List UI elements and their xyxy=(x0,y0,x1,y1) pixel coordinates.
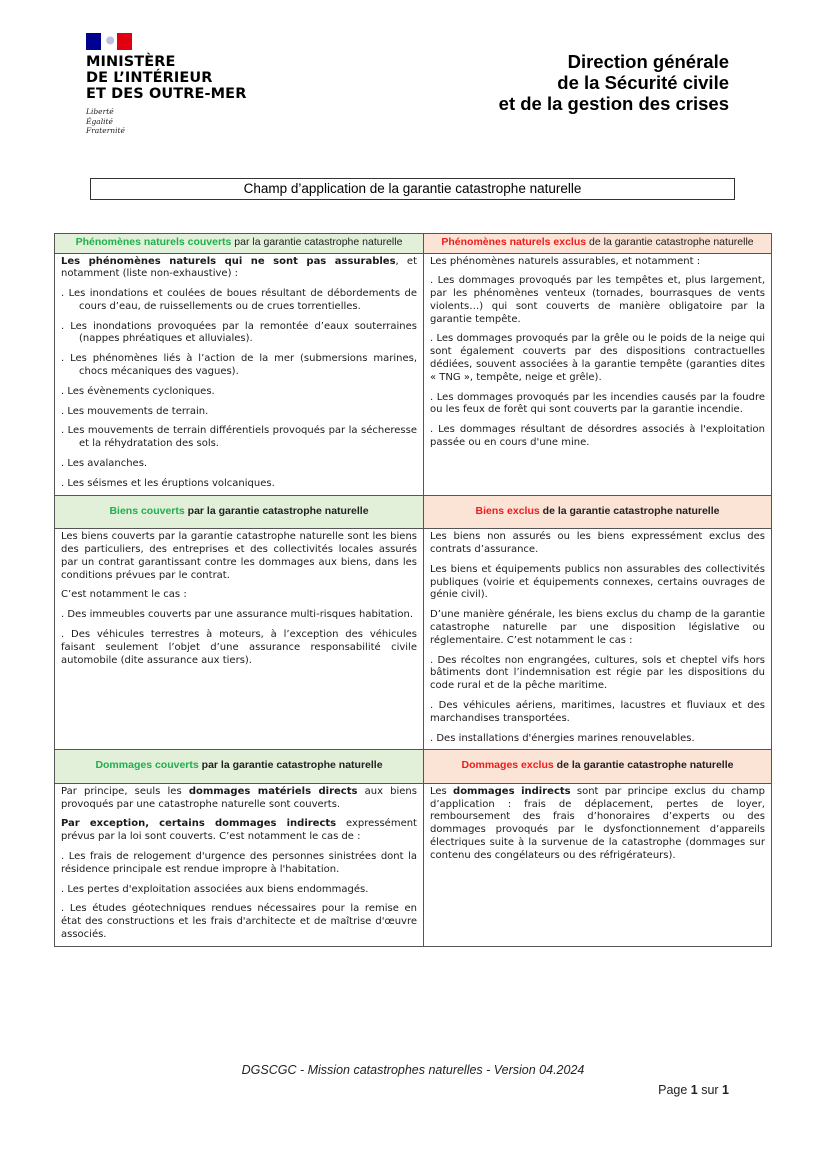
header-rest: de la garantie catastrophe naturelle xyxy=(586,236,754,248)
paragraph xyxy=(430,786,765,863)
header-rest: de la garantie catastrophe naturelle xyxy=(539,504,720,517)
list-item: . Les pertes d'exploitation associées aux biens endommagés. xyxy=(61,883,369,895)
list-item: . Les inondations provoquées par la remontée d’eaux souterraines (nappes phréatiques et alluviales). xyxy=(61,320,417,345)
motto-line: Égalité xyxy=(86,116,113,126)
intro-paragraph xyxy=(61,256,417,282)
list-item: . Des véhicules aériens, maritimes, lacustres et fluviaux et des marchandises transportées. xyxy=(430,699,765,724)
direction-line: de la Sécurité civile xyxy=(557,72,729,93)
header-covered-label: Biens couverts xyxy=(109,504,185,517)
bold-text: dommages indirects xyxy=(453,785,571,797)
coverage-table xyxy=(54,233,772,947)
header-rest: par la garantie catastrophe naturelle xyxy=(198,759,383,772)
page-number xyxy=(658,1083,729,1097)
list-item: . Les mouvements de terrain différentiels provoqués par la sécheresse et la réhydratation des sols. xyxy=(61,425,417,450)
excluded-damages-header xyxy=(424,750,772,784)
paragraph: Les biens non assurés ou les biens expressément exclus des contrats d’assurance. xyxy=(430,531,765,555)
header-rest: de la garantie catastrophe naturelle xyxy=(553,759,734,772)
intro-bold: Les phénomènes naturels qui ne sont pas assurables xyxy=(61,255,396,267)
direction-heading xyxy=(499,51,729,114)
header-excluded-label: Biens exclus xyxy=(475,504,540,517)
footer-text: DGSCGC - Mission catastrophes naturelles - Version 04.2024 xyxy=(241,1063,585,1077)
intro-rest: , et notamment (liste non-exhaustive) : xyxy=(61,255,417,280)
table-row xyxy=(55,529,772,750)
bold-text: dommages matériels directs xyxy=(188,785,358,797)
list-item: . Les dommages résultant de désordres associés à l'exploitation passée ou en cours d'une mine. xyxy=(430,424,765,449)
list-item: . Les dommages provoqués par les incendies causés par la foudre ou les feux de forêt qui sont couverts par la garantie incendie. xyxy=(430,391,765,416)
republic-motto xyxy=(86,107,246,136)
table-row xyxy=(55,253,772,495)
header-rest: par la garantie catastrophe naturelle xyxy=(231,236,403,248)
covered-phenomena-cell xyxy=(55,253,424,495)
list-item: . Les inondations et coulées de boues résultant de débordements de cours d’eau, de ruissellements ou de crues torrentielles. xyxy=(61,288,417,312)
ministry-line: DE L’INTÉRIEUR xyxy=(86,70,213,86)
motto-line: Liberté xyxy=(86,107,114,116)
list-item: . Des récoltes non engrangées, cultures, sols et cheptel vifs hors bâtiments dont l’indemnisation est régie par les dispositions du code rural et de la pêche maritime. xyxy=(430,654,765,692)
motto-line: Fraternité xyxy=(86,126,125,135)
header-covered-label: Dommages couverts xyxy=(95,759,199,772)
direction-line: Direction générale xyxy=(567,51,729,72)
text: expressément prévus par la loi sont couverts. C’est notamment le cas de : xyxy=(61,818,417,843)
excluded-phenomena-cell xyxy=(424,253,772,495)
list-item: . Les séismes et les éruptions volcaniques. xyxy=(61,477,275,489)
covered-damages-cell xyxy=(55,783,424,946)
header-excluded-label: Dommages exclus xyxy=(461,759,554,772)
table-header-row xyxy=(55,750,772,784)
covered-phenomena-header xyxy=(55,234,424,254)
excluded-damages-cell xyxy=(424,783,772,946)
text: Les xyxy=(430,785,454,797)
table-header-row xyxy=(55,495,772,529)
list-item: . Les avalanches. xyxy=(61,458,148,470)
text: sont par principe exclus du champ d’application : frais de déplacement, pertes de loyer, remboursement des frais d’honoraires d’experts ou des dommages provoqués par le dysfonctionnement d’appareils électriques suite à la survenue de la catastrophe (dommages sur contenu des congélateurs ou des réfrigérateurs). xyxy=(430,785,766,861)
ministry-name xyxy=(86,54,246,102)
ministry-line: ET DES OUTRE-MER xyxy=(86,86,247,102)
paragraph: D’une manière générale, les biens exclus du champ de la garantie catastrophe naturelle par une disposition législative ou réglementaire. C’est notamment le cas : xyxy=(430,609,765,646)
covered-damages-header xyxy=(55,750,424,784)
list-item: . Les dommages provoqués par les tempêtes et, plus largement, par les phénomènes venteux (tornades, bourrasques de vents violents…) qui sont couverts de manière obligatoire par la garantie tempête. xyxy=(430,275,765,325)
list-item: . Les phénomènes liés à l’action de la mer (submersions marines, chocs mécaniques des vagues). xyxy=(61,353,417,378)
list-item: . Des installations d'énergies marines renouvelables. xyxy=(430,732,695,744)
list-item: . Les évènements cycloniques. xyxy=(61,385,215,397)
intro-paragraph: Les phénomènes naturels assurables, et notamment : xyxy=(430,255,701,267)
excluded-phenomena-header xyxy=(424,234,772,254)
header-rest: par la garantie catastrophe naturelle xyxy=(184,504,369,517)
french-flag-icon xyxy=(86,33,132,50)
text: aux biens provoqués par une catastrophe naturelle sont couverts. xyxy=(61,785,417,810)
table-header-row xyxy=(55,234,772,254)
paragraph: Les biens et équipements publics non assurables des collectivités publiques (voirie et équipements connexes, certains ouvrages de génie civil). xyxy=(430,563,765,601)
list-item: . Les dommages provoqués par la grêle ou le poids de la neige qui sont également couverts par des dispositions contractuelles dédiées, souvent associées à la garantie tempête (garanties dites « TNG », tempête, neige et grêle). xyxy=(430,333,765,383)
list-item: . Des immeubles couverts par une assurance multi-risques habitation. xyxy=(61,609,413,621)
table-row xyxy=(55,783,772,946)
covered-goods-cell xyxy=(55,529,424,750)
paragraph xyxy=(61,786,417,812)
page-label: Page xyxy=(658,1083,691,1097)
page-sep: sur xyxy=(697,1083,723,1097)
document-title: Champ d’application de la garantie catastrophe naturelle xyxy=(90,178,735,200)
direction-line: et de la gestion des crises xyxy=(498,93,729,114)
excluded-goods-cell xyxy=(424,529,772,750)
list-item: . Des véhicules terrestres à moteurs, à l’exception des véhicules faisant seulement l’objet d’une assurance responsabilité civile automobile (dite assurance aux tiers). xyxy=(61,628,417,666)
ministry-logo xyxy=(86,33,246,136)
paragraph: C’est notamment le cas : xyxy=(61,589,187,601)
list-item: . Les frais de relogement d'urgence des personnes sinistrées dont la résidence principale est rendue impropre à l'habitation. xyxy=(61,851,417,875)
covered-goods-header xyxy=(55,495,424,529)
list-item: . Les études géotechniques rendues nécessaires pour la remise en état des constructions et les frais d'architecte et de maîtrise d'œuvre associés. xyxy=(61,903,417,940)
page-current: 1 xyxy=(690,1083,698,1097)
paragraph: Les biens couverts par la garantie catastrophe naturelle sont les biens des particuliers, des entreprises et des collectivités locales assurés par un contrat garantissant contre les dommages aux biens, dans les conditions prévues par le contrat. xyxy=(61,531,417,581)
list-item: . Les mouvements de terrain. xyxy=(61,405,209,417)
bold-text: Par exception, certains dommages indirects xyxy=(61,818,337,830)
text: Par principe, seuls les xyxy=(61,785,189,797)
header-excluded-label: Phénomènes naturels exclus xyxy=(441,236,587,248)
header-covered-label: Phénomènes naturels couverts xyxy=(75,236,232,248)
page-total: 1 xyxy=(722,1083,729,1097)
ministry-line: MINISTÈRE xyxy=(86,54,176,70)
excluded-goods-header xyxy=(424,495,772,529)
paragraph xyxy=(61,818,417,844)
